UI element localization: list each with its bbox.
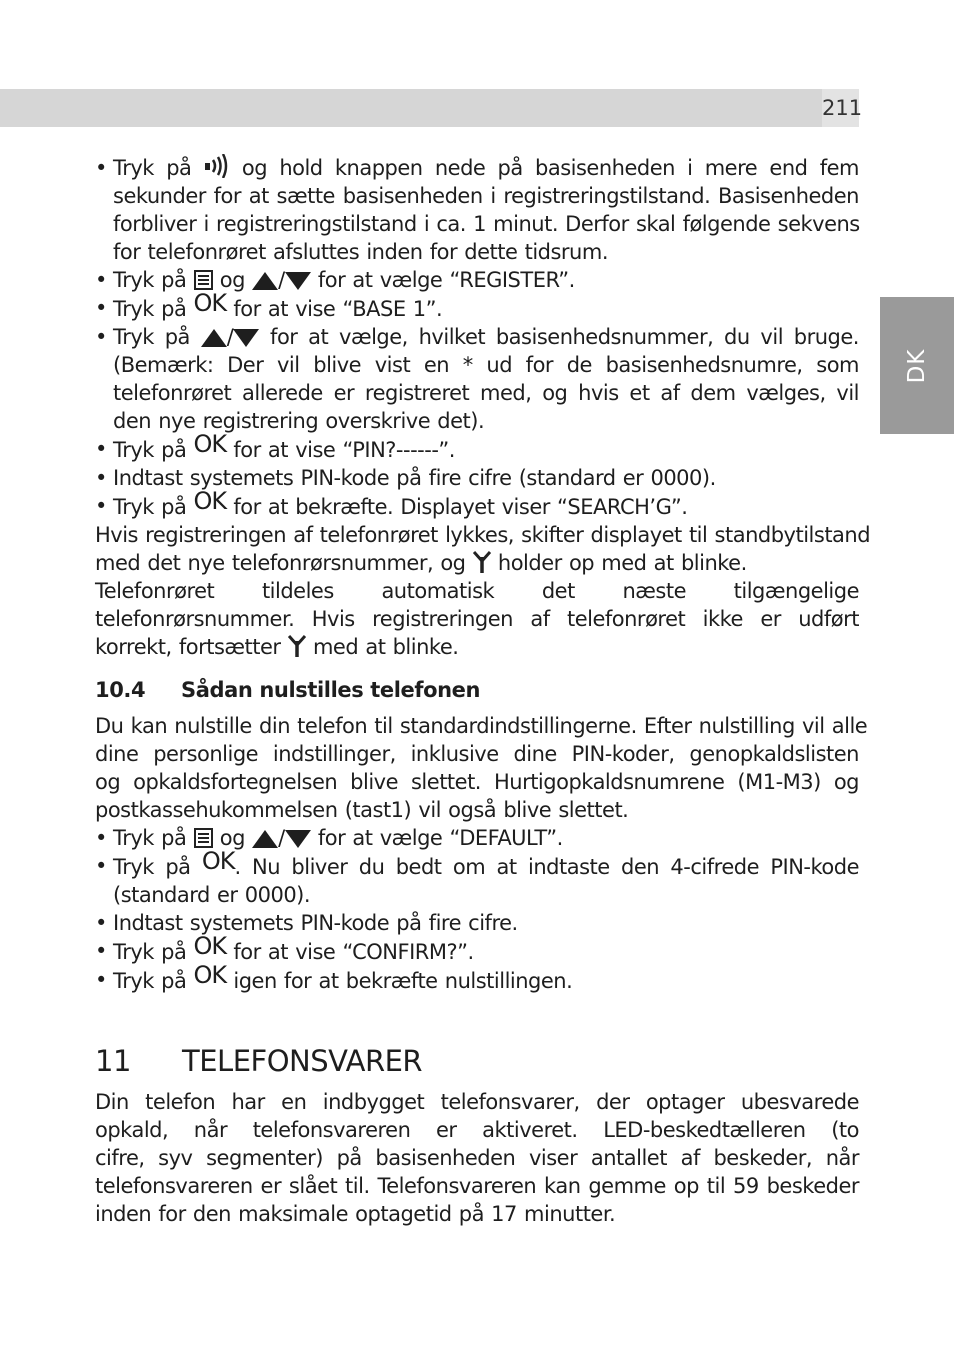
ok-icon: OK — [193, 289, 227, 317]
paragraph: Hvis registreringen af telefonrøret lykkes, skifter displayet til standbytilstand med det nye telefonrørsnummer, og holder op med at blinke. — [95, 523, 871, 575]
paragraph: Telefonrøret tildeles automatisk det næste tilgængelige telefonrørsnummer. Hvis registreringen af telefonrøret ikke er udført korrekt, fortsætter med at blinke. — [95, 579, 859, 659]
page-icon — [194, 270, 213, 290]
list-item: • Indtast systemets PIN-kode på fire cifre (standard er 0000). — [95, 464, 859, 492]
language-tab-label: DK — [904, 348, 930, 383]
ok-icon: OK — [193, 487, 227, 515]
list-item: • Tryk på OK for at vise “BASE 1”. — [95, 294, 859, 323]
section-1-text — [95, 154, 871, 661]
section-2-text — [95, 712, 868, 995]
ok-icon: OK — [193, 430, 227, 458]
list-item: • Tryk på / for at vælge, hvilket basisenhedsnummer, du vil bruge. (Bemærk: Der vil blive vist en * ud for de basisenhedsnumre, som telefonrøret allerede er registreret med, og hvis et af dem vælges, vil den nye registrering overskrive det). — [95, 323, 859, 435]
down-arrow-icon — [233, 329, 259, 347]
ok-icon: OK — [201, 847, 235, 875]
header-bar — [0, 89, 822, 127]
list-item: • Tryk på og hold knappen nede på basisenheden i mere end fem sekunder for at sætte basisenheden i registreringstilstand. Basisenheden forbliver i registreringstilstand i ca. 1 minut. Derfor skal følgende sekvens for telefonrøret afsluttes inden for dette tidsrum. — [95, 154, 859, 266]
list-item: • Tryk på OK for at vise “PIN?------”. — [95, 435, 859, 464]
up-arrow-icon — [252, 830, 278, 848]
up-arrow-icon — [201, 329, 227, 347]
up-arrow-icon — [252, 272, 278, 290]
section-heading: 10.4 Sådan nulstilles telefonen — [95, 678, 481, 702]
language-tab — [880, 297, 954, 434]
ok-icon: OK — [193, 961, 227, 989]
paragraph: Du kan nulstille din telefon til standardindstillingerne. Efter nulstilling vil alle dine personlige indstillinger, inklusive dine PIN-koder, genopkaldslisten og opkaldsfortegnelsen blive slettet. Hurtigopkaldsnumrene (M1-M3) og postkassehukommelsen (tast1) vil også blive slettet. — [95, 714, 868, 822]
page-icon — [194, 828, 213, 848]
down-arrow-icon — [285, 830, 311, 848]
list-item: • Indtast systemets PIN-kode på fire cifre. — [95, 909, 859, 937]
list-item: • Tryk på OK for at bekræfte. Displayet viser “SEARCH’G”. — [95, 492, 859, 521]
antenna-icon — [473, 551, 491, 573]
signal-icon — [204, 154, 230, 178]
list-item: • Tryk på og / for at vælge “DEFAULT”. — [95, 824, 859, 852]
ok-icon: OK — [193, 932, 227, 960]
list-item: • Tryk på OK igen for at bekræfte nulstillingen. — [95, 966, 859, 995]
list-item: • Tryk på OK for at vise “CONFIRM?”. — [95, 937, 859, 966]
list-item: • Tryk på og / for at vælge “REGISTER”. — [95, 266, 859, 294]
antenna-icon — [288, 635, 306, 657]
page-number: 211 — [822, 89, 859, 127]
list-item: • Tryk på OK. Nu bliver du bedt om at indtaste den 4-cifrede PIN-kode (standard er 0000). — [95, 852, 859, 909]
paragraph: Din telefon har en indbygget telefonsvarer, der optager ubesvarede opkald, når telefonsvareren er aktiveret. LED-beskedtælleren (to cifre, syv segmenter) på basisenheden viser antallet af beskeder, når telefonsvareren er slået til. Telefonsvareren kan gemme op til 59 beskeder inden for den maksimale optagetid på 17 minutter. — [95, 1090, 859, 1226]
down-arrow-icon — [285, 272, 311, 290]
chapter-heading: 11 TELEFONSVARER — [95, 1044, 423, 1078]
section-3-text — [95, 1088, 859, 1228]
